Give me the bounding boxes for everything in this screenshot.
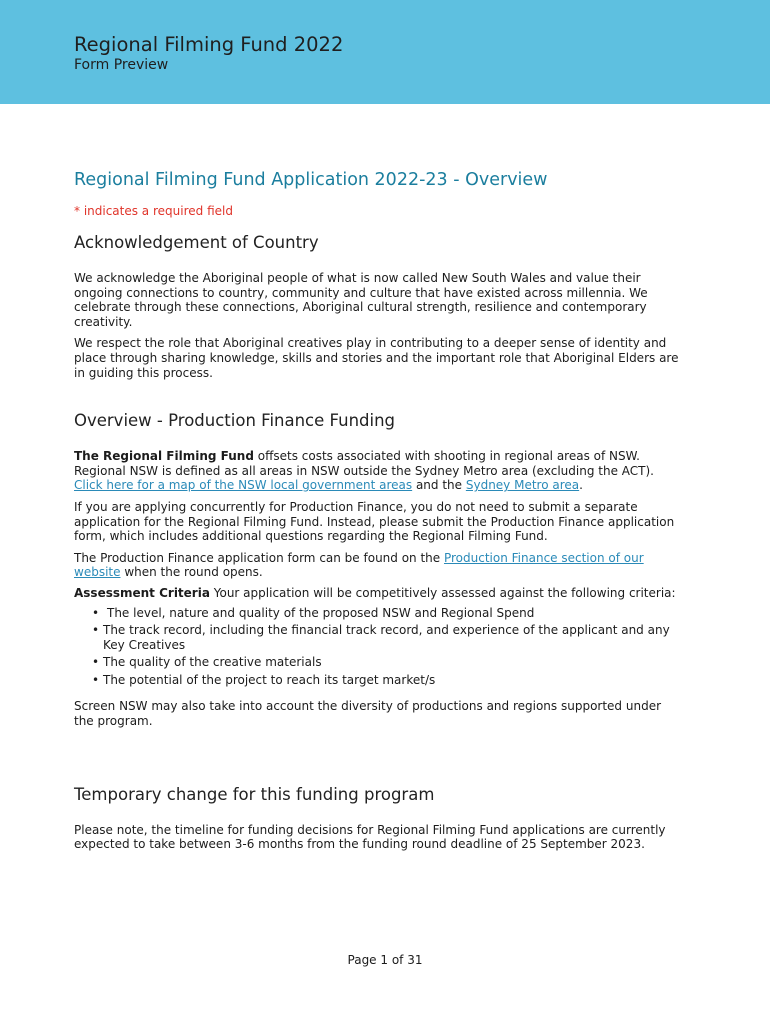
overview-text: Your application will be competitively assessed against the following criteria: bbox=[209, 585, 676, 600]
overview-text: . bbox=[579, 478, 583, 493]
required-field-note: * indicates a required field bbox=[74, 204, 233, 218]
assessment-criteria-label: Assessment Criteria bbox=[74, 585, 210, 600]
sydney-metro-link[interactable]: Sydney Metro area bbox=[465, 478, 580, 493]
criteria-list bbox=[74, 606, 684, 688]
list-item: • The level, nature and quality of the proposed NSW and Regional Spend bbox=[92, 606, 684, 621]
overview-text: when the round opens. bbox=[120, 565, 263, 580]
overview-paragraph: Screen NSW may also take into account the diversity of productions and regions supported under the program. bbox=[74, 699, 662, 729]
acknowledgement-paragraph: We respect the role that Aboriginal creatives play in contributing to a deeper sense of identity and place through sharing knowledge, skills and stories and the important role that Aboriginal Elders are in guiding this process. bbox=[74, 336, 679, 380]
main-content bbox=[74, 170, 684, 852]
list-item: • The track record, including the financial track record, and experience of the applicant and any Key Creatives bbox=[92, 623, 684, 652]
temporary-change-heading: Temporary change for this funding program bbox=[74, 784, 435, 804]
overview-paragraph bbox=[74, 551, 684, 580]
fund-name-bold: The Regional Filming Fund bbox=[74, 449, 254, 464]
acknowledgement-paragraph: We acknowledge the Aboriginal people of what is now called New South Wales and value their ongoing connections to country, community and culture that have existed across millennia. We celebrate through these connections, Aboriginal cultural strength, resilience and contemporary creativity. bbox=[74, 271, 648, 329]
temporary-change-paragraph: Please note, the timeline for funding decisions for Regional Filming Fund applications are currently expected to take between 3-6 months from the funding round deadline of 25 September 2023. bbox=[74, 822, 666, 852]
list-item: • The potential of the project to reach its target market/s bbox=[92, 673, 684, 688]
overview-heading: Overview - Production Finance Funding bbox=[74, 411, 396, 431]
overview-text: The Production Finance application form can be found on the bbox=[74, 550, 444, 565]
list-item: • The quality of the creative materials bbox=[92, 655, 684, 670]
page-number: Page 1 of 31 bbox=[347, 953, 423, 967]
form-subtitle: Form Preview bbox=[74, 57, 169, 73]
acknowledgement-heading: Acknowledgement of Country bbox=[74, 233, 319, 252]
overview-text: and the bbox=[412, 478, 466, 493]
header-banner bbox=[0, 0, 770, 104]
overview-text: offsets costs associated with shooting in regional areas of NSW. Regional NSW is defined as all areas in NSW outside the Sydney Metro area (excluding the ACT). bbox=[74, 449, 654, 478]
assessment-criteria-paragraph bbox=[74, 586, 684, 601]
page-title: Regional Filming Fund Application 2022-23 - Overview bbox=[74, 170, 548, 190]
overview-paragraph: If you are applying concurrently for Production Finance, you do not need to submit a separate application for the Regional Filming Fund. Instead, please submit the Production Finance application form, which includes additional questions regarding the Regional Filming Fund. bbox=[74, 499, 675, 544]
form-title: Regional Filming Fund 2022 bbox=[74, 33, 344, 56]
production-finance-link[interactable]: Production Finance section of our website bbox=[74, 550, 644, 580]
overview-paragraph bbox=[74, 449, 684, 493]
lga-map-link[interactable]: Click here for a map of the NSW local government areas bbox=[74, 478, 413, 493]
